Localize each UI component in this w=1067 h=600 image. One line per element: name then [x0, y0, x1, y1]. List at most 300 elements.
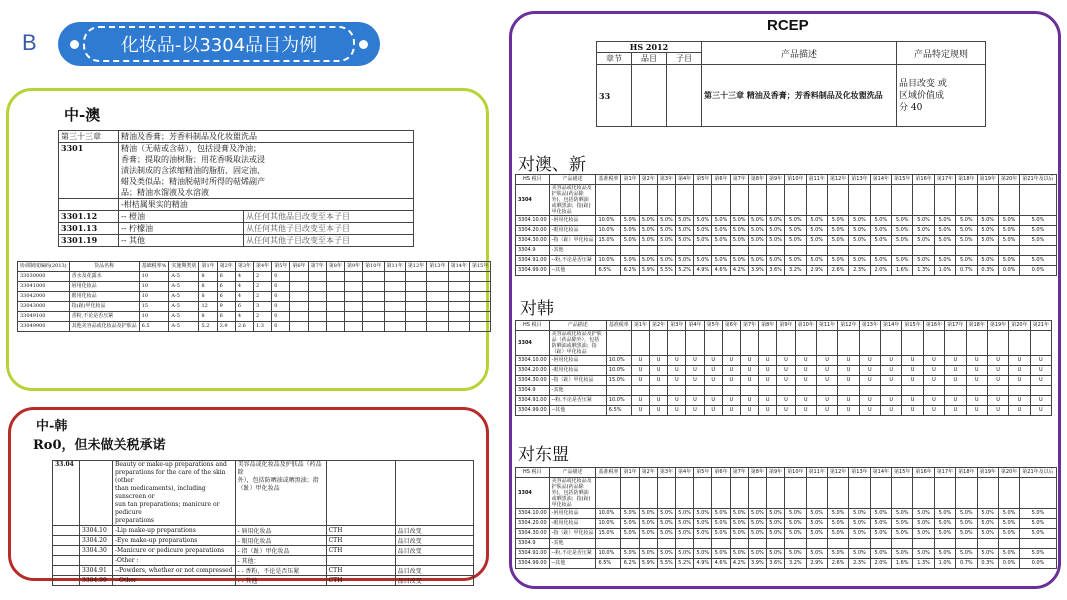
- schedule-header: 第6年: [722, 321, 740, 331]
- empty-cell: [740, 331, 758, 356]
- year-rate: 5.0%: [621, 519, 639, 529]
- year-rate: 3.6%: [766, 559, 784, 569]
- empty-cell: [913, 185, 934, 216]
- year-rate: [1030, 386, 1051, 396]
- year-rate: U: [923, 406, 944, 416]
- schedule-year-value: [384, 272, 405, 282]
- schedule-header: 第13年: [859, 321, 880, 331]
- table-row: [516, 529, 1057, 539]
- year-rate: [621, 539, 639, 549]
- year-rate: U: [923, 376, 944, 386]
- empty-cell: [694, 478, 712, 509]
- psr-rule: 从任何其他子目改变至本子目: [244, 235, 414, 247]
- schedule-header: 第12年: [827, 468, 848, 478]
- year-rate: 5.0%: [712, 236, 730, 246]
- schedule-year-value: 6: [217, 282, 235, 292]
- empty-cell: [902, 331, 923, 356]
- schedule-header: 货品名称: [69, 262, 139, 272]
- kr-blank: [53, 526, 80, 536]
- year-rate: 5.0%: [913, 549, 934, 559]
- year-rate: U: [650, 366, 668, 376]
- year-rate: U: [777, 356, 795, 366]
- year-rate: 5.0%: [998, 509, 1019, 519]
- year-rate: U: [668, 406, 686, 416]
- year-rate: 5.0%: [621, 509, 639, 519]
- table-row: [53, 556, 474, 566]
- year-rate: [712, 539, 730, 549]
- schedule-year-value: 8: [199, 292, 217, 302]
- year-rate: 5.0%: [806, 216, 827, 226]
- kr-criterion: CTH: [326, 566, 395, 576]
- year-rate: 5.0%: [827, 509, 848, 519]
- year-rate: 5.0%: [676, 509, 694, 519]
- year-rate: [998, 246, 1019, 256]
- product-desc: -其他: [549, 246, 596, 256]
- year-rate: 5.0%: [1020, 519, 1056, 529]
- year-rate: 5.0%: [639, 509, 657, 519]
- year-rate: 5.0%: [934, 529, 955, 539]
- schedule-year-value: [448, 272, 469, 282]
- year-rate: U: [631, 366, 649, 376]
- year-rate: U: [945, 406, 966, 416]
- table-row: [516, 256, 1057, 266]
- empty-cell: [777, 331, 795, 356]
- year-rate: [902, 386, 923, 396]
- year-rate: 2.0%: [870, 559, 891, 569]
- year-rate: 5.0%: [748, 509, 766, 519]
- kr-criterion: [326, 556, 395, 566]
- year-rate: [676, 246, 694, 256]
- schedule-year-value: [290, 272, 308, 282]
- schedule-year-value: [448, 282, 469, 292]
- year-rate: U: [740, 396, 758, 406]
- schedule-year-value: 1.3: [254, 322, 272, 332]
- year-rate: 2.3%: [849, 266, 870, 276]
- chapter-code: 第三十三章: [59, 131, 119, 143]
- year-rate: U: [722, 376, 740, 386]
- empty-cell: [806, 478, 827, 509]
- table-row: [53, 546, 474, 556]
- schedule-header: 第3年: [235, 262, 253, 272]
- schedule-header: 第18年: [956, 175, 977, 185]
- year-rate: 0.0%: [998, 559, 1019, 569]
- schedule-name: 眼用化妆品: [69, 292, 139, 302]
- schedule-header: 产品描述: [549, 468, 596, 478]
- year-rate: U: [1030, 366, 1051, 376]
- year-rate: U: [686, 366, 704, 376]
- schedule-header: 第19年: [987, 321, 1008, 331]
- year-rate: 5.5%: [657, 559, 675, 569]
- schedule-header: 第1年: [621, 175, 639, 185]
- schedule-year-value: 12: [199, 302, 217, 312]
- schedule-year-value: 3: [254, 302, 272, 312]
- empty-cell: [766, 478, 784, 509]
- year-rate: 5.0%: [694, 519, 712, 529]
- schedule-header: 第4年: [676, 468, 694, 478]
- hs-code: 3304.99.00: [516, 266, 550, 276]
- cn-au-schedule-table: [17, 261, 491, 332]
- schedule-year-value: [448, 292, 469, 302]
- schedule-header: HS 税目: [516, 175, 550, 185]
- schedule-year-value: 6: [217, 272, 235, 282]
- kr-desc-cn: - 其他：: [235, 556, 326, 566]
- year-rate: 5.0%: [639, 236, 657, 246]
- year-rate: 5.0%: [676, 236, 694, 246]
- heading-desc: 精油（无萜或含萜），包括浸膏及净油； 香膏；提取的油树脂；用花香吸取法或浸 渍法制成的含浓缩精油的脂肪、固定油、 蜡及类似品；精油脱萜时所得的萜烯副产 品；精油水馏液及水溶液: [119, 143, 414, 199]
- year-rate: 5.0%: [977, 549, 998, 559]
- year-rate: 5.0%: [730, 236, 748, 246]
- kr-desc-en: --Other: [113, 576, 236, 586]
- year-rate: U: [902, 366, 923, 376]
- kr-note: 品目改变: [395, 566, 473, 576]
- year-rate: 5.0%: [870, 216, 891, 226]
- year-rate: 5.0%: [892, 226, 913, 236]
- year-rate: [870, 539, 891, 549]
- year-rate: [966, 386, 987, 396]
- year-rate: U: [881, 396, 902, 406]
- year-rate: U: [902, 356, 923, 366]
- year-rate: 5.0%: [785, 236, 806, 246]
- kr-heading-cn: 美容品或化妆品及护肤品（药品除 外），包括防晒油或晒黑油；指 （趾）甲化妆品: [235, 461, 326, 526]
- psr-rule: 从任何其他品目改变至本子目: [244, 211, 414, 223]
- year-rate: [704, 386, 722, 396]
- product-desc: -唇用化妆品: [549, 509, 596, 519]
- year-rate: U: [881, 406, 902, 416]
- year-rate: [977, 539, 998, 549]
- table-row: [516, 386, 1052, 396]
- schedule-base: 10: [139, 292, 169, 302]
- schedule-base: 10: [139, 282, 169, 292]
- table-row: [53, 526, 474, 536]
- schedule-category: A-5: [169, 302, 199, 312]
- year-rate: 5.0%: [913, 519, 934, 529]
- schedule-year-value: 2: [254, 272, 272, 282]
- base-rate: 6.5%: [596, 266, 621, 276]
- year-rate: 5.0%: [956, 256, 977, 266]
- year-rate: 5.0%: [934, 519, 955, 529]
- empty-cell: [849, 478, 870, 509]
- empty-cell: [606, 331, 631, 356]
- year-rate: 5.0%: [766, 226, 784, 236]
- schedule-year-value: [308, 292, 326, 302]
- schedule-year-value: [308, 302, 326, 312]
- year-rate: [806, 539, 827, 549]
- rcep-korea-label: 对韩: [520, 299, 554, 319]
- kr-desc-cn: - - 其他: [235, 576, 326, 586]
- year-rate: [795, 386, 816, 396]
- empty-cell: [998, 478, 1019, 509]
- year-rate: 5.0%: [827, 236, 848, 246]
- base-rate: 10.0%: [596, 216, 621, 226]
- year-rate: [650, 386, 668, 396]
- product-desc: -眼用化妆品: [549, 519, 596, 529]
- schedule-year-value: [290, 282, 308, 292]
- kr-code: 3304.99: [80, 576, 113, 586]
- year-rate: [987, 386, 1008, 396]
- year-rate: 5.0%: [730, 549, 748, 559]
- year-rate: U: [795, 396, 816, 406]
- schedule-year-value: [290, 292, 308, 302]
- schedule-year-value: [344, 272, 362, 282]
- kr-desc-en: -Lip make-up preparations: [113, 526, 236, 536]
- schedule-year-value: 2: [254, 282, 272, 292]
- schedule-year-value: 4: [235, 312, 253, 322]
- empty-cell: [748, 185, 766, 216]
- year-rate: U: [722, 356, 740, 366]
- year-rate: U: [881, 376, 902, 386]
- schedule-category: A-5: [169, 292, 199, 302]
- schedule-year-value: 0: [272, 282, 290, 292]
- year-rate: 3.9%: [748, 266, 766, 276]
- year-rate: U: [668, 396, 686, 406]
- schedule-code: 33043000: [18, 302, 70, 312]
- year-rate: [686, 386, 704, 396]
- year-rate: U: [740, 366, 758, 376]
- table-row: [18, 302, 491, 312]
- year-rate: 2.9%: [806, 266, 827, 276]
- schedule-header: 第6年: [712, 175, 730, 185]
- schedule-category: A-5: [169, 272, 199, 282]
- schedule-year-value: 2: [254, 312, 272, 322]
- schedule-year-value: 6: [217, 292, 235, 302]
- empty-cell: [650, 331, 668, 356]
- year-rate: U: [1030, 406, 1051, 416]
- schedule-year-value: [384, 322, 405, 332]
- schedule-year-value: [384, 312, 405, 322]
- year-rate: U: [668, 366, 686, 376]
- year-rate: 2.6%: [827, 559, 848, 569]
- year-rate: 5.0%: [849, 226, 870, 236]
- year-rate: U: [987, 356, 1008, 366]
- schedule-header: 第13年: [849, 468, 870, 478]
- schedule-year-value: [326, 292, 344, 302]
- rcep-desc: 第三十三章 精油及香膏；芳香料制品及化妆盥洗品: [702, 65, 897, 127]
- product-desc: -唇用化妆品: [549, 216, 596, 226]
- year-rate: U: [945, 356, 966, 366]
- year-rate: [668, 386, 686, 396]
- year-rate: [1020, 246, 1056, 256]
- chapter-desc: 精油及香膏；芳香料制品及化妆盥洗品: [119, 131, 414, 143]
- year-rate: U: [704, 356, 722, 366]
- year-rate: U: [686, 376, 704, 386]
- schedule-year-value: 9: [217, 302, 235, 312]
- schedule-header: 第12年: [838, 321, 859, 331]
- year-rate: 5.0%: [849, 519, 870, 529]
- year-rate: U: [838, 366, 859, 376]
- rcep-col-heading: 品目: [632, 53, 667, 65]
- empty-cell: [639, 185, 657, 216]
- year-rate: 0.0%: [1020, 266, 1056, 276]
- header-row: [516, 175, 1057, 185]
- section-letter: B: [22, 30, 37, 55]
- year-rate: 5.0%: [977, 529, 998, 539]
- rcep-korea-table: [515, 320, 1052, 416]
- year-rate: 5.0%: [621, 529, 639, 539]
- year-rate: 5.0%: [913, 226, 934, 236]
- year-rate: 5.0%: [806, 226, 827, 236]
- kr-code: [80, 556, 113, 566]
- schedule-year-value: [470, 292, 491, 302]
- empty-cell: [657, 478, 675, 509]
- year-rate: 5.0%: [806, 529, 827, 539]
- empty-cell: [913, 478, 934, 509]
- product-desc: -眼用化妆品: [549, 226, 596, 236]
- year-rate: [923, 386, 944, 396]
- year-rate: [881, 386, 902, 396]
- schedule-header: 第6年: [712, 468, 730, 478]
- year-rate: [913, 539, 934, 549]
- year-rate: [945, 386, 966, 396]
- year-rate: [676, 539, 694, 549]
- empty-cell: [934, 478, 955, 509]
- year-rate: 5.0%: [657, 509, 675, 519]
- group-desc: 美容品或化妆品及护肤品（药品除外），包括防晒油或晒黑油；指（趾）甲化妆品: [549, 331, 606, 356]
- table-row: [516, 376, 1052, 386]
- rcep-aus-nz-table: [515, 174, 1057, 276]
- year-rate: [639, 246, 657, 256]
- year-rate: 5.0%: [657, 549, 675, 559]
- header-row: [516, 321, 1052, 331]
- kr-criterion: CTH: [326, 576, 395, 586]
- empty-cell: [730, 478, 748, 509]
- schedule-header: 第11年: [806, 175, 827, 185]
- table-row: [59, 223, 414, 235]
- empty-cell: [676, 478, 694, 509]
- year-rate: U: [740, 406, 758, 416]
- schedule-header: 第16年: [913, 175, 934, 185]
- psr-desc: -- 橙油: [119, 211, 244, 223]
- schedule-year-value: [363, 272, 384, 282]
- year-rate: 3.6%: [766, 266, 784, 276]
- year-rate: 5.0%: [657, 519, 675, 529]
- year-rate: 5.0%: [621, 216, 639, 226]
- year-rate: U: [668, 356, 686, 366]
- year-rate: U: [816, 376, 837, 386]
- table-row: [516, 396, 1052, 406]
- schedule-header: 第13年: [849, 175, 870, 185]
- rcep-col-chapter: 章节: [597, 53, 632, 65]
- schedule-header: 第8年: [748, 175, 766, 185]
- schedule-year-value: 4: [235, 292, 253, 302]
- year-rate: U: [722, 366, 740, 376]
- empty-cell: [859, 331, 880, 356]
- kr-desc-en: -Manicure or pedicure preparations: [113, 546, 236, 556]
- schedule-year-value: 2: [254, 292, 272, 302]
- year-rate: U: [859, 396, 880, 406]
- year-rate: U: [945, 396, 966, 406]
- product-desc: -眼用化妆品: [549, 366, 606, 376]
- year-rate: 5.0%: [657, 256, 675, 266]
- empty-cell: [759, 331, 777, 356]
- schedule-base: 10: [139, 312, 169, 322]
- year-rate: [913, 246, 934, 256]
- schedule-category: A-5: [169, 322, 199, 332]
- hs-code: 3304.10.00: [516, 216, 550, 226]
- year-rate: U: [650, 396, 668, 406]
- empty-cell: [657, 185, 675, 216]
- year-rate: 5.0%: [1020, 226, 1056, 236]
- schedule-header: 第10年: [795, 321, 816, 331]
- year-rate: [806, 246, 827, 256]
- schedule-header: 第7年: [730, 468, 748, 478]
- year-rate: [934, 246, 955, 256]
- schedule-header: 第2年: [650, 321, 668, 331]
- year-rate: U: [1030, 356, 1051, 366]
- year-rate: 5.0%: [785, 519, 806, 529]
- schedule-year-value: [384, 292, 405, 302]
- year-rate: U: [704, 376, 722, 386]
- year-rate: U: [631, 396, 649, 406]
- year-rate: [956, 246, 977, 256]
- year-rate: 5.0%: [977, 519, 998, 529]
- schedule-header: 第2年: [639, 468, 657, 478]
- year-rate: U: [686, 406, 704, 416]
- year-rate: 4.9%: [694, 559, 712, 569]
- base-rate: 15.0%: [596, 529, 621, 539]
- year-rate: [657, 539, 675, 549]
- year-rate: 5.0%: [766, 216, 784, 226]
- year-rate: [827, 539, 848, 549]
- schedule-name: 唇用化妆品: [69, 282, 139, 292]
- empty-cell: [639, 478, 657, 509]
- kr-note: 品目改变: [395, 526, 473, 536]
- year-rate: 5.0%: [806, 236, 827, 246]
- year-rate: 5.0%: [1020, 256, 1056, 266]
- empty-cell: [1030, 331, 1051, 356]
- year-rate: 5.0%: [694, 549, 712, 559]
- kr-desc-en: -Other :: [113, 556, 236, 566]
- schedule-year-value: [470, 322, 491, 332]
- year-rate: [816, 386, 837, 396]
- kr-note: 品目改变: [395, 536, 473, 546]
- empty-cell: [766, 185, 784, 216]
- year-rate: U: [816, 406, 837, 416]
- schedule-year-value: [290, 302, 308, 312]
- year-rate: 5.0%: [785, 216, 806, 226]
- year-rate: 5.0%: [712, 529, 730, 539]
- product-desc: -指（趾）甲化妆品: [549, 529, 596, 539]
- kr-criterion: CTH: [326, 526, 395, 536]
- year-rate: U: [859, 366, 880, 376]
- year-rate: 5.0%: [694, 236, 712, 246]
- kr-note: 品目改变: [395, 546, 473, 556]
- kr-desc-en: -Eye make-up preparations: [113, 536, 236, 546]
- year-rate: 5.0%: [956, 216, 977, 226]
- year-rate: 5.0%: [977, 256, 998, 266]
- year-rate: 5.0%: [913, 236, 934, 246]
- year-rate: 5.0%: [694, 216, 712, 226]
- schedule-year-value: [448, 302, 469, 312]
- table-row: [516, 549, 1057, 559]
- base-rate: [596, 246, 621, 256]
- rcep-chapter: 33: [597, 65, 632, 127]
- year-rate: [631, 386, 649, 396]
- year-rate: 5.0%: [748, 226, 766, 236]
- table-row: [516, 356, 1052, 366]
- schedule-header: 基准税率: [596, 175, 621, 185]
- empty-cell: [785, 185, 806, 216]
- schedule-code: 33042000: [18, 292, 70, 302]
- year-rate: 5.0%: [934, 236, 955, 246]
- year-rate: 5.0%: [657, 226, 675, 236]
- schedule-year-value: 8: [199, 312, 217, 322]
- rcep-title: RCEP: [767, 17, 809, 34]
- schedule-header: 第10年: [363, 262, 384, 272]
- empty-cell: [676, 185, 694, 216]
- year-rate: 5.0%: [694, 509, 712, 519]
- cn-au-psr-table: [58, 130, 414, 247]
- year-rate: [849, 539, 870, 549]
